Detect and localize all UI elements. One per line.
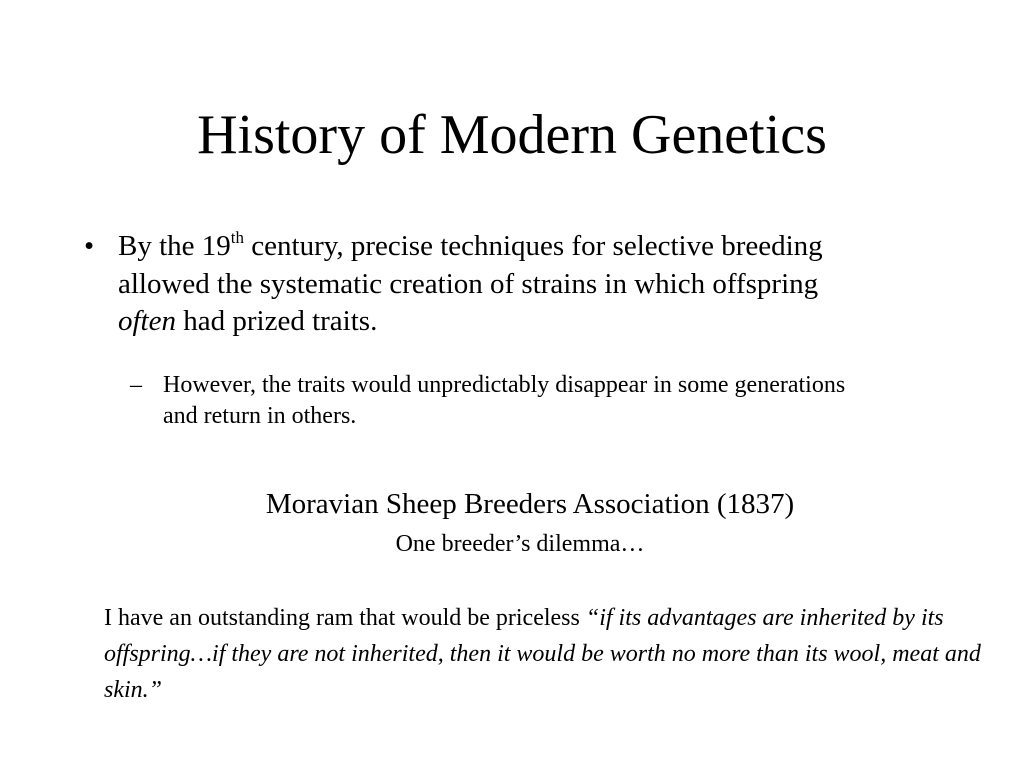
- bullet-text-end: had prized traits.: [176, 305, 378, 337]
- main-bullet-text: [118, 228, 878, 341]
- quote-italic: “if its advantages are inherited by its offspring…if they are not inherited, then it would be worth no more than its wool, meat and skin.”: [104, 605, 981, 703]
- bullet-marker: •: [84, 230, 95, 262]
- sub-bullet-text: However, the traits would unpredictably disappear in some generations and return in others.: [163, 372, 846, 429]
- slide-title: History of Modern Genetics: [197, 104, 827, 166]
- sub-bullet-marker: –: [130, 372, 142, 398]
- bullet-superscript: th: [230, 228, 245, 247]
- bullet-text-start: By the 19: [118, 230, 231, 262]
- breeder-quote: [104, 600, 1004, 708]
- quote-plain: I have an outstanding ram that would be priceless: [104, 605, 586, 631]
- bullet-emphasis: often: [118, 305, 176, 337]
- caption: Moravian Sheep Breeders Association (1837): [265, 488, 795, 520]
- subcaption: One breeder’s dilemma…: [395, 531, 645, 557]
- bullet-text-middle: century, precise techniques for selective breeding allowed the systematic creation of strains in which offspring: [118, 230, 823, 300]
